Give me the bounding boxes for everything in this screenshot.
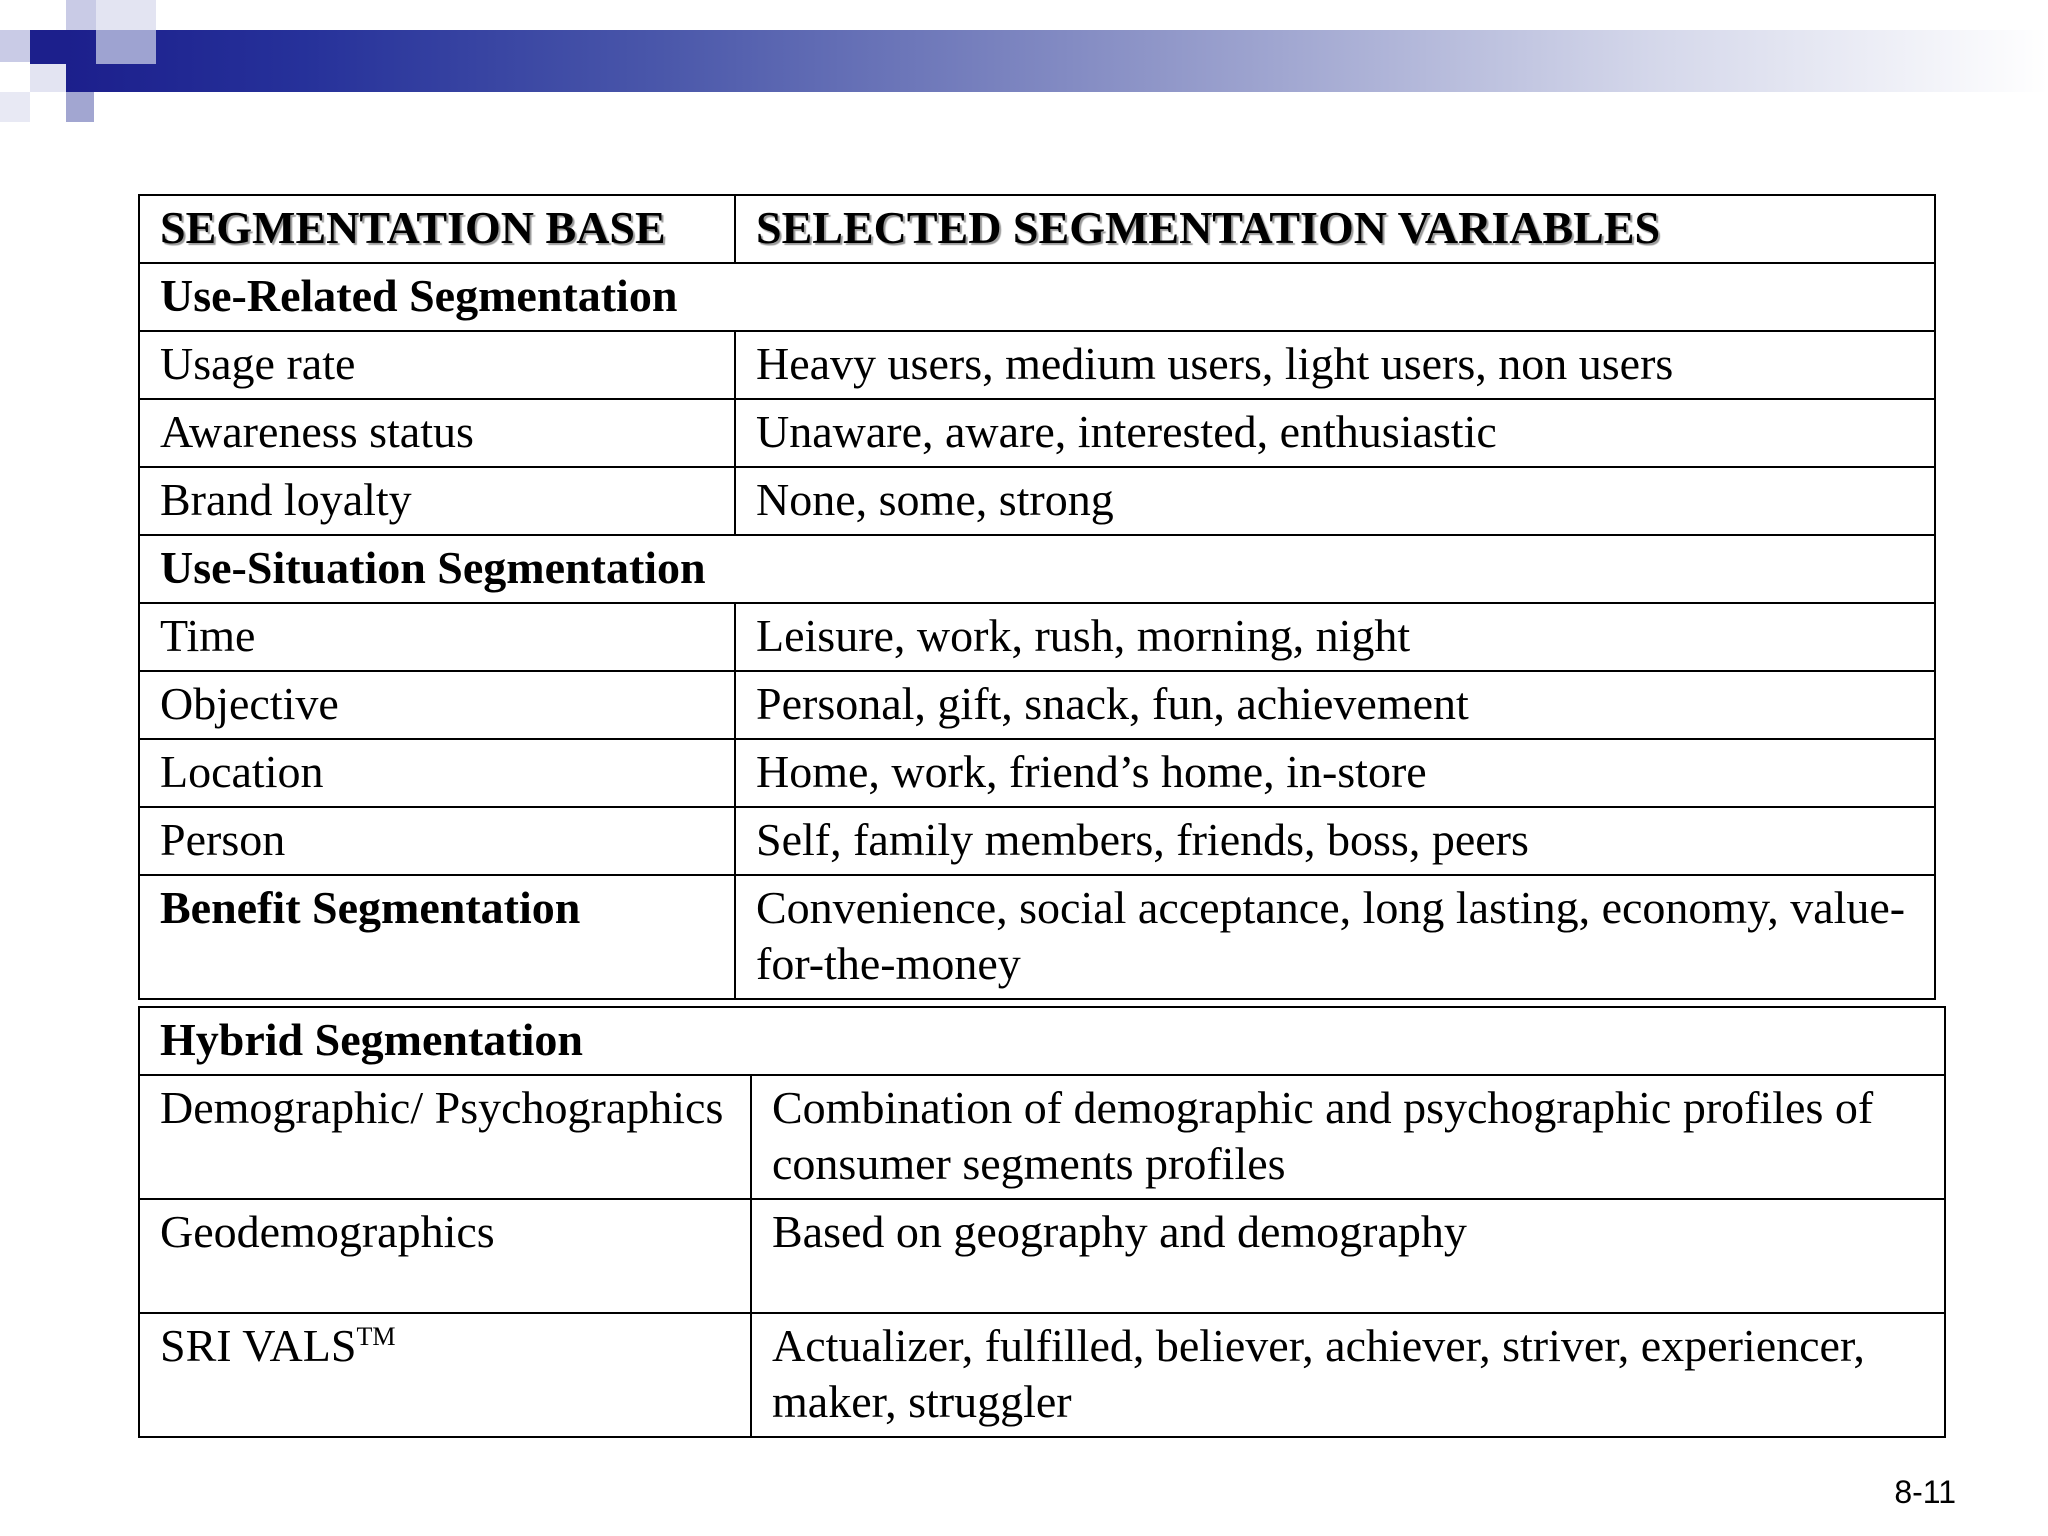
variables-cell: Heavy users, medium users, light users, non users	[735, 331, 1935, 399]
variables-cell: Personal, gift, snack, fun, achievement	[735, 671, 1935, 739]
hybrid-segmentation-table	[138, 1006, 1946, 1438]
table-row	[139, 1199, 1945, 1313]
column-header-variables: SELECTED SEGMENTATION VARIABLES	[735, 195, 1935, 263]
table-row	[139, 739, 1935, 807]
table-row	[139, 467, 1935, 535]
section-row	[139, 263, 1935, 331]
base-cell: Brand loyalty	[139, 467, 735, 535]
table-row	[139, 331, 1935, 399]
variables-cell: Based on geography and demography	[751, 1199, 1945, 1313]
trademark-mark: TM	[356, 1322, 396, 1351]
decor-square	[0, 0, 30, 30]
section-row	[139, 535, 1935, 603]
column-header-base: SEGMENTATION BASE	[139, 195, 735, 263]
variables-cell: Combination of demographic and psychographic profiles of consumer segments profiles	[751, 1075, 1945, 1199]
base-cell: Location	[139, 739, 735, 807]
decor-square	[96, 30, 156, 64]
decor-square	[66, 92, 94, 122]
base-cell: Geodemographics	[139, 1199, 751, 1313]
base-cell	[139, 1313, 751, 1437]
base-label: SRI VALS	[160, 1320, 357, 1371]
base-cell: Demographic/ Psychographics	[139, 1075, 751, 1199]
variables-cell: None, some, strong	[735, 467, 1935, 535]
variables-cell: Leisure, work, rush, morning, night	[735, 603, 1935, 671]
variables-cell: Self, family members, friends, boss, peers	[735, 807, 1935, 875]
table-row	[139, 603, 1935, 671]
variables-cell: Actualizer, fulfilled, believer, achiever, striver, experiencer, maker, struggler	[751, 1313, 1945, 1437]
table-row	[139, 875, 1935, 999]
base-cell: Person	[139, 807, 735, 875]
table-row	[139, 671, 1935, 739]
decor-square	[96, 0, 156, 30]
section-title: Hybrid Segmentation	[139, 1007, 1945, 1075]
section-row	[139, 1007, 1945, 1075]
variables-cell: Convenience, social acceptance, long lasting, economy, value-for-the-money	[735, 875, 1935, 999]
base-cell: Time	[139, 603, 735, 671]
base-cell: Awareness status	[139, 399, 735, 467]
slide-number: 8-11	[1894, 1474, 1956, 1510]
section-title: Use-Situation Segmentation	[139, 535, 1935, 603]
base-cell: Usage rate	[139, 331, 735, 399]
section-title: Benefit Segmentation	[139, 875, 735, 999]
variables-cell: Home, work, friend’s home, in-store	[735, 739, 1935, 807]
decor-square	[30, 64, 66, 92]
base-cell: Objective	[139, 671, 735, 739]
decor-square	[0, 30, 30, 62]
variables-cell: Unaware, aware, interested, enthusiastic	[735, 399, 1935, 467]
segmentation-table	[138, 194, 1936, 1000]
header-gradient-band	[66, 30, 2048, 92]
decor-square	[66, 0, 96, 30]
table-row	[139, 1075, 1945, 1199]
table-row	[139, 807, 1935, 875]
table-row	[139, 399, 1935, 467]
table-row	[139, 1313, 1945, 1437]
table-header-row	[139, 195, 1935, 263]
section-title: Use-Related Segmentation	[139, 263, 1935, 331]
decor-square	[30, 30, 66, 64]
decor-square	[0, 92, 30, 122]
